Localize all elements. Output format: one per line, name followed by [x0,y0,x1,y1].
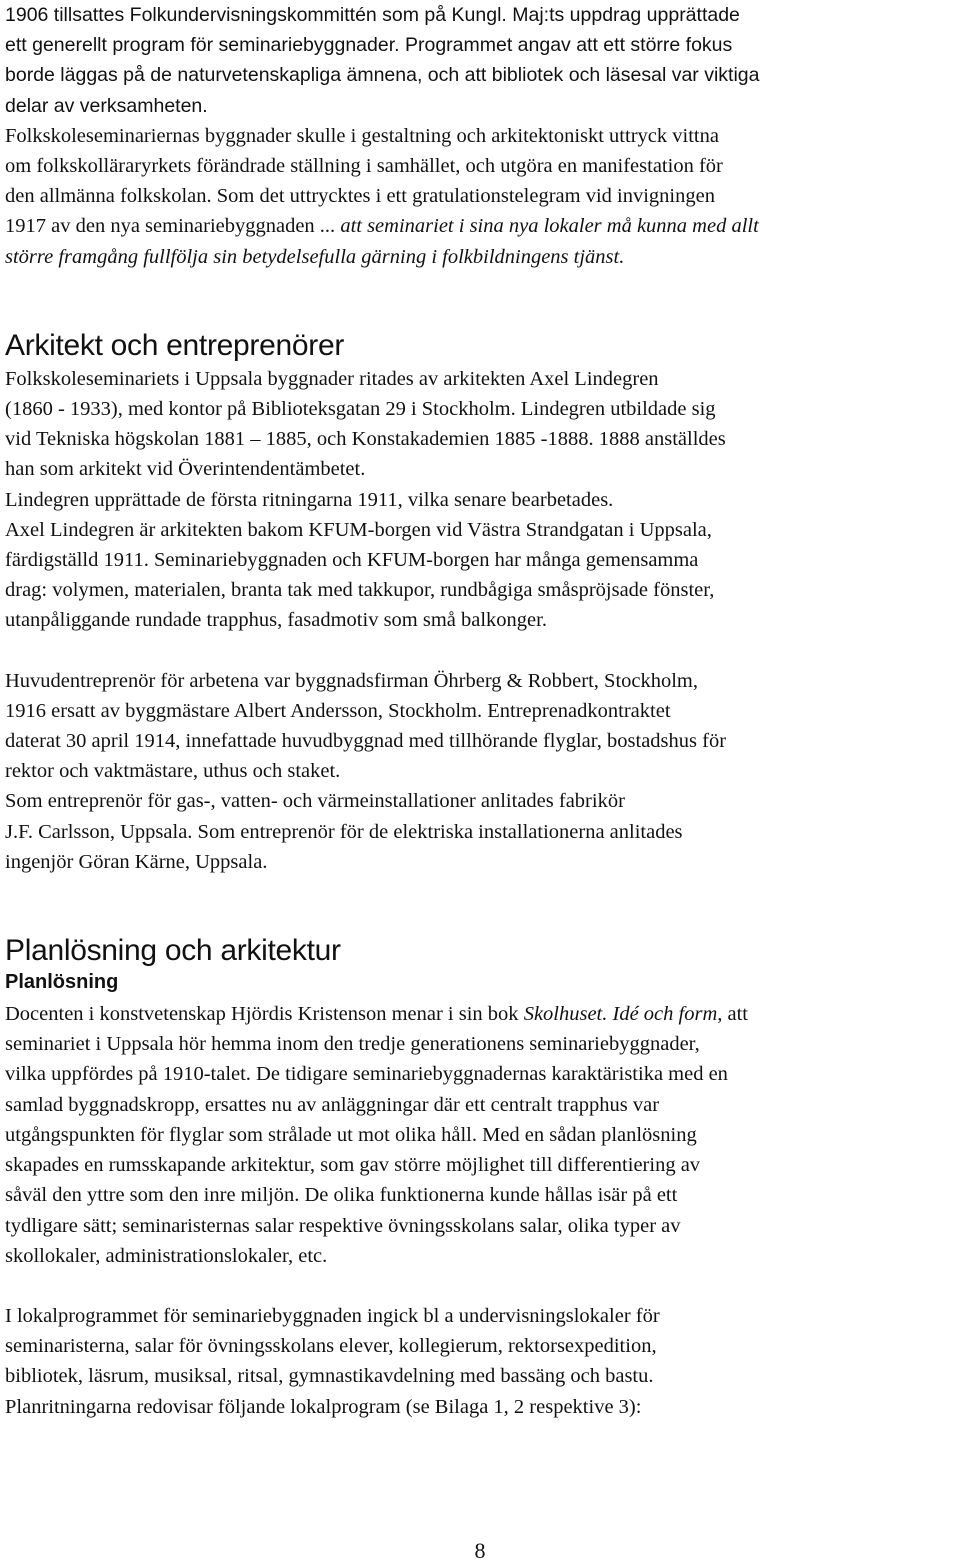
text-line: Huvudentreprenör för arbetena var byggnadsfirman Öhrberg & Robbert, Stockholm, [5,669,699,692]
text-line: delar av verksamheten. [5,94,208,117]
text-line: skapades en rumsskapande arkitektur, som gav större möjlighet till differentiering av [5,1154,701,1177]
text-line [5,242,957,272]
text-line: I lokalprogrammet för seminariebyggnaden ingick bl a undervisningslokaler för [5,1304,660,1327]
page-number: 8 [474,1538,486,1563]
text-line: 1906 tillsattes Folkundervisningskommittén som på Kungl. Maj:ts uppdrag upprättade [5,4,740,26]
text-line: Som entreprenör för gas-, vatten- och värmeinstallationer anlitades fabrikör [5,790,625,813]
intro-paragraph-1 [5,0,957,121]
text-line: färdigställd 1911. Seminariebyggnaden och KFUM-borgen har många gemensamma [5,549,699,572]
text-line: Lindegren upprättade de första ritningarna 1911, vilka senare bearbetades. [5,488,614,511]
document-page [5,0,957,1422]
spacer [5,272,957,328]
text-line: ingenjör Göran Kärne, Uppsala. [5,850,268,873]
quote-text: att seminariet i sina nya lokaler må kunna med allt [340,215,759,238]
text-line: borde läggas på de naturvetenskapliga ämnena, och att bibliotek och läsesal var viktiga [5,64,760,87]
text-line: J.F. Carlsson, Uppsala. Som entreprenör för de elektriska installationerna anlitades [5,820,683,843]
text-line: samlad byggnadskropp, ersattes nu av anläggningar där ett centralt trapphus var [5,1093,660,1116]
text-line [5,211,957,241]
text-segment: den allmänna folkskolan. [5,185,212,208]
text-line: tydligare sätt; seminaristernas salar respektive övningsskolans salar, olika typer av [5,1214,681,1237]
quote-text: större framgång fullfölja sin betydelsefulla gärning i folkbildningens tjänst. [5,245,625,268]
subheading-plan: Planlösning [5,971,119,994]
text-line: seminariet i Uppsala hör hemma inom den tredje generationens seminariebyggnader, [5,1033,700,1056]
text-line: utanpåliggande rundade trapphus, fasadmotiv som små balkonger. [5,609,547,632]
text-segment: 1917 av den nya seminariebyggnaden ... [5,215,336,238]
text-line: (1860 - 1933), med kontor på Biblioteksgatan 29 i Stockholm. Lindegren utbildade sig [5,398,716,421]
text-line: Planritningarna redovisar följande lokalprogram (se Bilaga 1, 2 respektive 3): [5,1395,642,1418]
architect-paragraph [5,364,957,636]
text-line: skollokaler, administrationslokaler, etc. [5,1244,328,1267]
text-line: ett generellt program för seminariebyggnader. Programmet angav att ett större fokus [5,34,733,57]
text-line [5,181,957,211]
program-paragraph [5,1301,957,1422]
spacer [5,1271,957,1301]
text-line: vid Tekniska högskolan 1881 – 1885, och Konstakademien 1885 -1888. 1888 anställdes [5,428,726,451]
text-segment: att [722,1003,749,1026]
contractor-paragraph [5,666,957,877]
book-title: Skolhuset. Idé och form, [523,1003,723,1026]
text-line: 1916 ersatt av byggmästare Albert Andersson, Stockholm. Entreprenadkontraktet [5,699,671,722]
text-line: bibliotek, läsrum, musiksal, ritsal, gymnastikavdelning med bassäng och bastu. [5,1365,654,1388]
section-heading-architect: Arkitekt och entreprenörer [5,328,345,362]
text-line: Folkskoleseminariets i Uppsala byggnader ritades av arkitekten Axel Lindegren [5,367,659,390]
text-line: han som arkitekt vid Överintendentämbetet. [5,458,366,481]
text-segment: Docenten i konstvetenskap Hjördis Kristenson menar i sin bok [5,1003,524,1026]
intro-paragraph-2 [5,121,957,272]
text-line [5,999,957,1029]
text-line: såväl den yttre som den inre miljön. De olika funktionerna kunde hållas isär på ett [5,1184,678,1207]
plan-paragraph [5,999,957,1271]
text-line: om folkskolläraryrkets förändrade ställning i samhället, och utgöra en manifestation för [5,155,723,178]
text-line: drag: volymen, materialen, branta tak med takkupor, rundbågiga småspröjsade fönster, [5,579,715,602]
spacer [5,877,957,933]
text-line: rektor och vaktmästare, uthus och staket. [5,760,341,783]
text-line: Axel Lindegren är arkitekten bakom KFUM-borgen vid Västra Strandgatan i Uppsala, [5,518,712,541]
spacer [5,636,957,666]
text-segment: Som det uttrycktes i ett gratulationstelegram vid invigningen [211,185,715,208]
text-line: Folkskoleseminariernas byggnader skulle i gestaltning och arkitektoniskt uttryck vittna [5,124,719,147]
text-line: utgångspunkten för flyglar som strålade ut mot olika håll. Med en sådan planlösning [5,1123,697,1146]
text-line: daterat 30 april 1914, innefattade huvudbyggnad med tillhörande flyglar, bostadshus för [5,730,727,753]
text-line: vilka uppfördes på 1910-talet. De tidigare seminariebyggnadernas karaktäristika med en [5,1063,728,1086]
text-line: seminaristerna, salar för övningsskolans elever, kollegierum, rektorsexpedition, [5,1335,657,1358]
section-heading-plan: Planlösning och arkitektur [5,934,341,968]
